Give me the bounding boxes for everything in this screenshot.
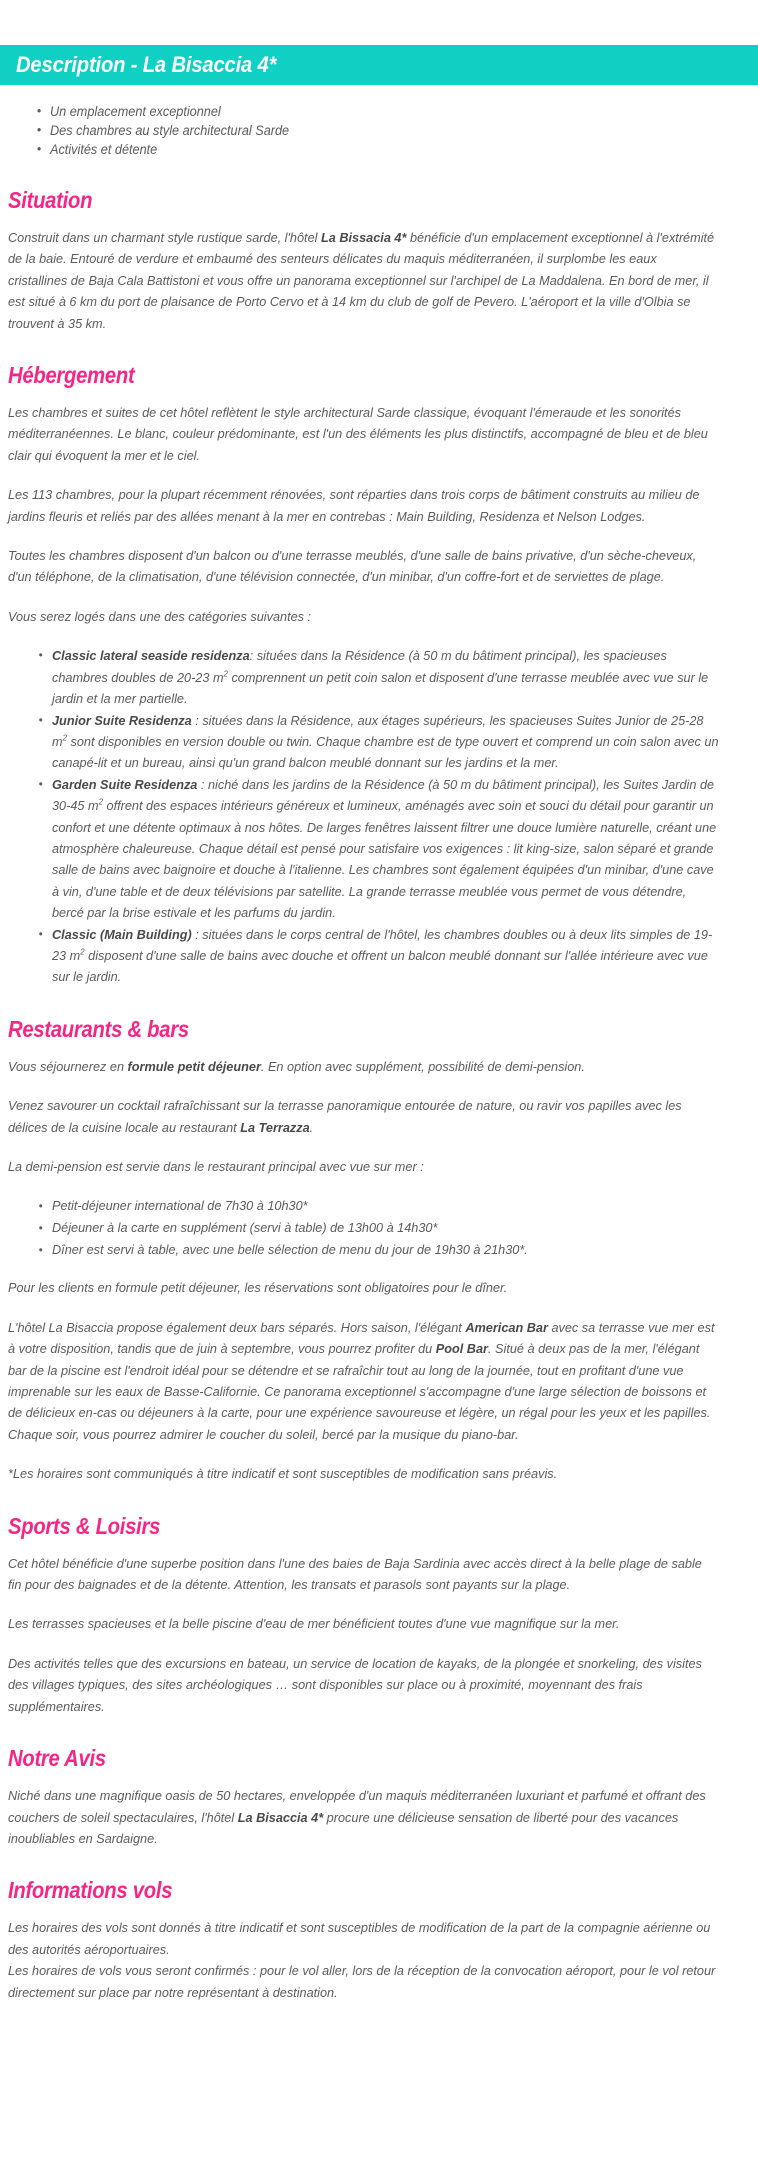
restaurants-paragraph-2 xyxy=(8,1095,717,1138)
top-spacer xyxy=(0,0,758,45)
list-item: • Activités et détente xyxy=(50,140,708,159)
text-run: : situées dans la Résidence, aux étages supérieurs, les spacieuses Suites Junior de 25-28 m xyxy=(52,712,704,749)
list-item: • Dîner est servi à table, avec une belle sélection de menu du jour de 19h30 à 21h30*. xyxy=(52,1239,719,1261)
text-run: procure une délicieuse sensation de liberté pour des vacances inoubliables en Sardaigne. xyxy=(8,1809,679,1846)
section-heading-hebergement: Hébergement xyxy=(8,362,135,389)
superscript-two: 2 xyxy=(98,797,103,807)
restaurants-paragraph-4: Pour les clients en formule petit déjeuner, les réservations sont obligatoires pour le dîner. xyxy=(8,1280,508,1296)
text-run: Venez savourer un cocktail rafraîchissant sur la terrasse panoramique entourée de nature, ou ravir vos papilles avec les délices de la cuisine locale au restaurant xyxy=(8,1098,682,1135)
meal-plan-bold: formule petit déjeuner xyxy=(127,1058,261,1074)
page-title: Description - La Bisaccia 4* xyxy=(16,52,277,77)
restaurants-paragraph-3: La demi-pension est servie dans le restaurant principal avec vue sur mer : xyxy=(8,1159,424,1174)
text-run: Niché dans une magnifique oasis de 50 hectares, enveloppée d'un maquis méditerranéen luxuriant et parfumé et offrant des couchers de soleil spectaculaires, l'hôtel xyxy=(8,1788,706,1825)
sports-paragraph-2: Les terrasses spacieuses et la belle piscine d'eau de mer bénéficient toutes d'une vue magnifique sur la mer. xyxy=(8,1616,620,1632)
text-run: . En option avec supplément, possibilité de demi-pension. xyxy=(260,1058,585,1074)
text-run: sont disponibles en version double ou twin. Chaque chambre est de type ouvert et comprend un coin salon avec un canapé-lit et un bureau, ainsi qu'un grand balcon meublé donnant sur les jardins et la mer. xyxy=(52,733,719,771)
hebergement-paragraph-2: Les 113 chambres, pour la plupart récemment rénovées, sont réparties dans trois corps de bâtiment construits au milieu de jardins fleuris et reliés par des allées menant à la mer en contrebas : Main Building, Residenza et Nelson Lodges. xyxy=(8,487,700,524)
restaurants-paragraph-5 xyxy=(8,1317,717,1445)
text-run: . xyxy=(309,1119,314,1135)
room-category-name: Classic (Main Building) xyxy=(52,926,192,942)
text-run: disposent d'une salle de bains avec douche et offrent un balcon meublé donnant sur l'allée intérieure avec vue sur le jardin. xyxy=(52,947,708,985)
section-heading-situation: Situation xyxy=(8,187,93,213)
list-item xyxy=(52,645,719,709)
hebergement-paragraph-3: Toutes les chambres disposent d'un balcon ou d'une terrasse meublés, d'une salle de bains privative, d'un sèche-cheveux, d'un téléphone, de la climatisation, d'une télévision connectée, d'un minibar, d'un coffre-fort et de serviettes de plage. xyxy=(8,548,697,585)
list-item xyxy=(52,924,719,988)
hebergement-paragraph-1: Les chambres et suites de cet hôtel reflètent le style architectural Sarde classique, évoquant l'émeraude et les sonorités méditerranéennes. Le blanc, couleur prédominante, est l'un des éléments les plus distinctifs, accompagné de bleu et de bleu clair qui évoquent la mer et le ciel. xyxy=(8,405,708,463)
text-run: offrent des espaces intérieurs généreux et lumineux, aménagés avec soin et souci du détail pour garantir un confort et une détente optimaux à nos hôtes. De larges fenêtres laissent filtrer une douce lumière naturelle, créant une atmosphère chaleureuse. Chaque détail est pensé pour satisfaire vos exigences : lit king-size, salon séparé et grande salle de bains avec baignoire et douche à l'italienne. Les chambres sont également équipées d'un minibar, d'une cave à vin, d'une table et de deux télévisions par satellite. La grande terrasse meublée vous permet de vous détendre, bercé par la brise estivale et les parfums du jardin. xyxy=(52,798,717,921)
american-bar-bold: American Bar xyxy=(465,1319,548,1335)
text-run: : niché dans les jardins de la Résidence (à 50 m du bâtiment principal), les Suites Jardin de 30-45 m xyxy=(52,776,715,814)
superscript-two: 2 xyxy=(223,669,228,679)
section-heading-avis-wrap xyxy=(8,1745,750,1771)
text-run: L'hôtel La Bisaccia propose également deux bars séparés. Hors saison, l'élégant xyxy=(8,1319,466,1335)
list-item: • Petit-déjeuner international de 7h30 à 10h30* xyxy=(52,1195,719,1217)
section-heading-sports: Sports & Loisirs xyxy=(8,1512,161,1539)
list-item: • Des chambres au style architectural Sarde xyxy=(50,121,708,140)
vols-paragraph-1: Les horaires des vols sont donnés à titre indicatif et sont susceptibles de modification de la part de la compagnie aérienne ou des autorités aéroportuaires. xyxy=(8,1920,711,1957)
text-run: comprennent un petit coin salon et disposent d'une terrasse meublée avec vue sur le jardin et la mer partielle. xyxy=(52,669,709,707)
room-category-name: Garden Suite Residenza xyxy=(52,776,198,792)
vols-paragraph-2: Les horaires de vols vous seront confirmés : pour le vol aller, lors de la réception de la convocation aéroport, pour le vol retour directement sur place par notre représentant à destination. xyxy=(8,1963,716,2000)
sports-paragraph-3: Des activités telles que des excursions en bateau, un service de location de kayaks, de la plongée et snorkeling, des visites des villages typiques, des sites archéologiques … sont disponibles sur place ou à proximité, moyennant des frais supplémentaires. xyxy=(8,1655,702,1714)
section-heading-hebergement-wrap xyxy=(8,362,750,388)
section-heading-vols: Informations vols xyxy=(8,1877,173,1904)
section-heading-situation-wrap xyxy=(8,187,750,213)
text-run: : situées dans le corps central de l'hôtel, les chambres doubles ou à deux lits simples de 19-23 m xyxy=(52,926,713,963)
intro-highlights-list xyxy=(8,102,750,159)
pool-bar-bold: Pool Bar xyxy=(435,1341,488,1357)
avis-paragraph xyxy=(8,1785,717,1849)
text-run: . Situé à deux pas de la mer, l'élégant bar de la piscine est l'endroit idéal pour se détendre et se rafraîchir tout au long de la journée, tout en profitant d'une vue imprenable sur les eaux de Basse-Californie. Ce panorama exceptionnel s'accompagne d'une large sélection de boissons et de délicieux en-cas ou déjeuners à la carte, pour une expérience savoureuse et légère, un régal pour les yeux et les papilles. Chaque soir, vous pourrez admirer le coucher du soleil, bercé par la musique du piano-bar. xyxy=(8,1341,711,1442)
text-run: bénéficie d'un emplacement exceptionnel à l'extrémité de la baie. Entouré de verdure et embaumé des senteurs délicates du maquis méditerranéen, il surplombe les eaux cristallines de Baja Cala Battistoni et vous offre un panorama exceptionnel sur l'archipel de La Maddalena. En bord de mer, il est situé à 6 km du port de plaisance de Porto Cervo et à 14 km du club de golf de Pevero. L'aéroport et la ville d'Olbia se trouvent à 35 km. xyxy=(8,230,715,331)
room-category-name: Junior Suite Residenza xyxy=(52,712,192,728)
text-run: Construit dans un charmant style rustique sarde, l'hôtel xyxy=(8,230,322,245)
page-title-band xyxy=(0,45,758,85)
restaurants-paragraph-1 xyxy=(8,1056,717,1077)
meal-times-list xyxy=(8,1195,750,1261)
section-heading-sports-wrap xyxy=(8,1513,750,1539)
hotel-name-bold: La Bisaccia 4* xyxy=(237,1809,324,1825)
restaurants-footnote: *Les horaires sont communiqués à titre indicatif et sont susceptibles de modification sans préavis. xyxy=(8,1466,558,1482)
room-categories-list xyxy=(8,645,750,988)
hotel-name-bold: La Bissacia 4* xyxy=(321,230,407,245)
situation-paragraph xyxy=(8,227,717,334)
hebergement-paragraph-4: Vous serez logés dans une des catégories suivantes : xyxy=(8,608,312,624)
section-heading-restaurants: Restaurants & bars xyxy=(8,1015,189,1042)
superscript-two: 2 xyxy=(62,733,67,743)
text-run: avec sa terrasse vue mer est à votre disposition, tandis que de juin à septembre, vous pourrez profiter du xyxy=(8,1319,715,1357)
restaurant-name-bold: La Terrazza xyxy=(240,1119,310,1135)
list-item: • Déjeuner à la carte en supplément (servi à table) de 13h00 à 14h30* xyxy=(52,1217,719,1239)
text-run: Vous séjournerez en xyxy=(8,1058,128,1074)
content-area xyxy=(0,102,758,2003)
superscript-two: 2 xyxy=(80,947,85,957)
list-item xyxy=(52,710,719,774)
section-heading-avis: Notre Avis xyxy=(8,1745,106,1772)
room-category-name: Classic lateral seaside residenza xyxy=(52,648,250,664)
list-item xyxy=(52,774,719,924)
sports-paragraph-1: Cet hôtel bénéficie d'une superbe position dans l'une des baies de Baja Sardinia avec accès direct à la belle plage de sable fin pour des baignades et de la détente. Attention, les transats et parasols sont payants sur la plage. xyxy=(8,1555,702,1593)
section-heading-vols-wrap xyxy=(8,1877,750,1903)
list-item: • Un emplacement exceptionnel xyxy=(50,102,708,121)
text-run: : situées dans la Résidence (à 50 m du bâtiment principal), les spacieuses chambres doubles de 20-23 m xyxy=(52,648,667,685)
section-heading-restaurants-wrap xyxy=(8,1016,750,1042)
